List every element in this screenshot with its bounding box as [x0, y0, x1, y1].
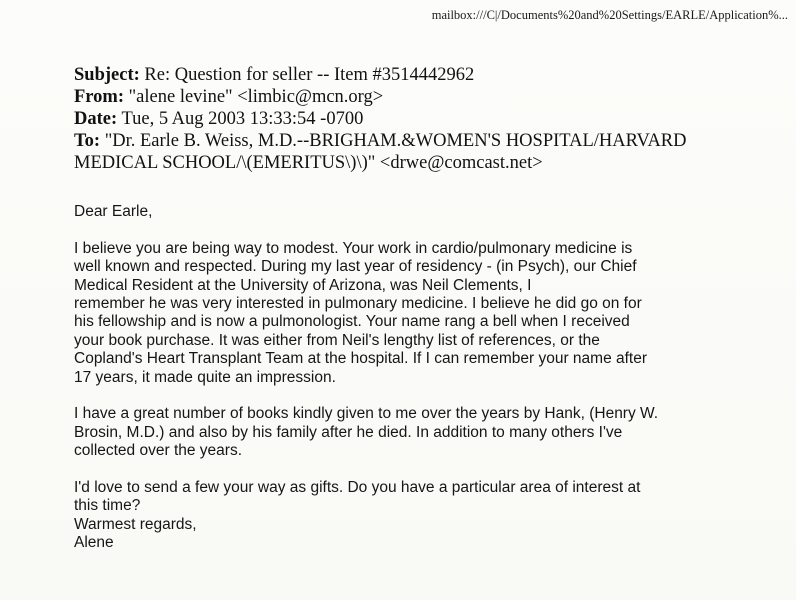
email-headers: [74, 64, 764, 174]
closing: Warmest regards,: [74, 515, 197, 533]
paragraph-2-line: Brosin, M.D.) and also by his family after he died. In addition to many others I've: [74, 423, 623, 441]
to-line: [74, 130, 764, 152]
date-value: Tue, 5 Aug 2003 13:33:54 -0700: [121, 109, 364, 129]
date-line: [74, 108, 764, 130]
greeting: Dear Earle,: [74, 203, 153, 220]
from-value: "alene levine" <limbic@mcn.org>: [128, 87, 384, 107]
paragraph-3-line: this time?: [74, 497, 141, 515]
from-line: [74, 86, 764, 108]
paragraph-1-line: remember he was very interested in pulmonary medicine. I believe he did go on for: [74, 295, 642, 313]
mailbox-url: mailbox:///C|/Documents%20and%20Settings/EARLE/Application%...: [431, 8, 788, 22]
paragraph-1-line: Copland's Heart Transplant Team at the hospital. If I can remember your name after: [74, 350, 648, 368]
email-body: [74, 203, 764, 553]
paragraph-2: [74, 405, 764, 460]
paragraph-1-line: your book purchase. It was either from Neil's lengthy list of references, or the: [74, 331, 600, 349]
paragraph-2-line: I have a great number of books kindly given to me over the years by Hank, (Henry W.: [74, 405, 659, 423]
paragraph-1-line: his fellowship and is now a pulmonologist. Your name rang a bell when I received: [74, 313, 630, 331]
paragraph-1-line: 17 years, it made quite an impression.: [74, 368, 336, 386]
paragraph-1-line: I believe you are being way to modest. Your work in cardio/pulmonary medicine is: [74, 239, 633, 257]
paragraph-3: [74, 479, 764, 553]
subject-value: Re: Question for seller -- Item #3514442962: [144, 65, 475, 85]
from-label: From:: [74, 87, 124, 107]
to-line-continued: [74, 152, 764, 174]
signature: Alene: [74, 534, 114, 552]
to-value-line-1: "Dr. Earle B. Weiss, M.D.--BRIGHAM.&WOMEN'S HOSPITAL/HARVARD: [104, 131, 687, 151]
paragraph-1-line: well known and respected. During my last year of residency - (in Psych), our Chief: [74, 258, 637, 276]
subject-line: [74, 64, 764, 86]
date-label: Date:: [74, 109, 118, 129]
paragraph-1: [74, 240, 764, 387]
to-label: To:: [74, 131, 101, 151]
paragraph-2-line: collected over the years.: [74, 442, 243, 460]
paragraph-1-line: Medical Resident at the University of Arizona, was Neil Clements, I: [74, 276, 532, 294]
subject-label: Subject:: [74, 65, 140, 85]
paragraph-3-line: I'd love to send a few your way as gifts. Do you have a particular area of interest at: [74, 479, 641, 497]
to-value-line-2: MEDICAL SCHOOL/\(EMERITUS\)\)" <drwe@comcast.net>: [74, 153, 543, 173]
